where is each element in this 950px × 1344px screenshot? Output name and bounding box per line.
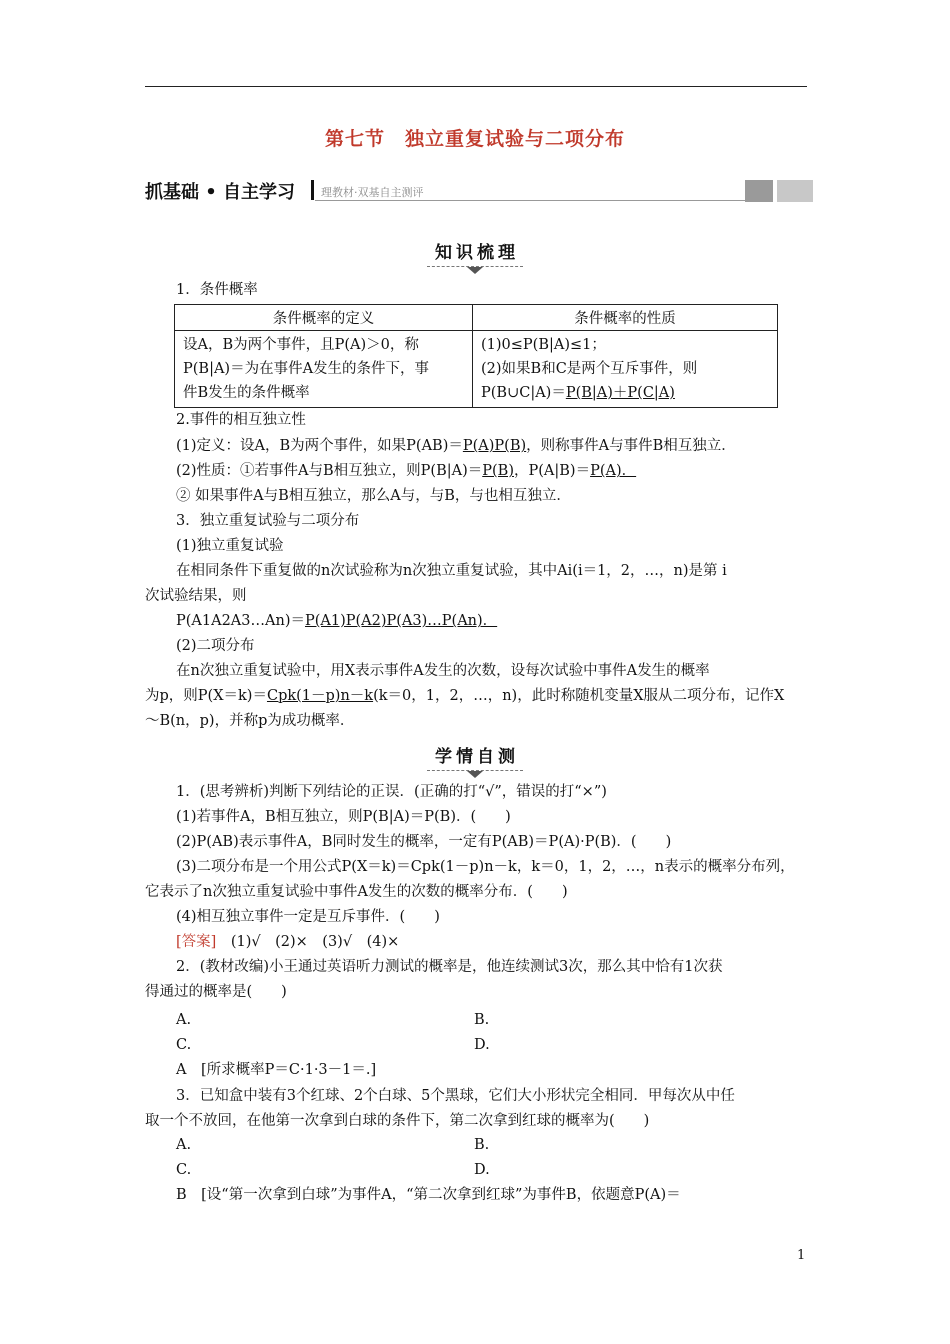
q3-option-a: A. bbox=[176, 1137, 192, 1153]
banner-block-dark bbox=[745, 180, 773, 202]
q3-option-c: C. bbox=[176, 1162, 192, 1178]
independence-property: (2)性质：①若事件A与B相互独立，则P(B|A)＝P(B)，P(A|B)＝P(A)． bbox=[176, 463, 637, 479]
question-3: 3．已知盒中装有3个红球、2个白球、5个黑球，它们大小形状完全相同．甲每次从中任 bbox=[176, 1088, 735, 1104]
question-2: 2．(教材改编)小王通过英语听力测试的概率是，他连续测试3次，那么其中恰有1次获 bbox=[176, 959, 723, 975]
heading-triangle-icon bbox=[467, 771, 483, 778]
question-3-cont: 取一个不放回，在他第一次拿到白球的条件下，第二次拿到红球的概率为( ) bbox=[145, 1113, 650, 1129]
independence-property-2: ② 如果事件A与B相互独立，那么A与，与B，与也相互独立． bbox=[176, 488, 571, 504]
page-title: 第七节 独立重复试验与二项分布 bbox=[324, 128, 625, 150]
item-independence: 2.事件的相互独立性 bbox=[176, 412, 306, 428]
top-rule bbox=[145, 86, 807, 87]
independent-trials-formula: P(A1A2A3…An)＝P(A1)P(A2)P(A3)…P(An)． bbox=[176, 613, 498, 629]
page-number: 1 bbox=[797, 1248, 806, 1263]
section-heading-knowledge: 知识梳理 bbox=[0, 238, 950, 274]
binomial-text-1: 在n次独立重复试验中，用X表示事件A发生的次数，设每次试验中事件A发生的概率 bbox=[176, 663, 710, 679]
answer-1: [答案] (1)√ (2)× (3)√ (4)× bbox=[176, 934, 400, 950]
banner-divider bbox=[311, 180, 314, 200]
q3-option-d: D. bbox=[474, 1162, 490, 1178]
item-binomial: 3．独立重复试验与二项分布 bbox=[176, 513, 360, 529]
table-cell-definition: 设A，B为两个事件，且P(A)＞0，称 P(B|A)＝为在事件A发生的条件下，事 件B发生的条件概率 bbox=[175, 331, 473, 408]
subitem-independent-trials: (1)独立重复试验 bbox=[176, 538, 284, 554]
q3-option-b: B. bbox=[474, 1137, 490, 1153]
banner-block-light bbox=[777, 180, 813, 202]
q2-option-b: B. bbox=[474, 1012, 490, 1028]
answer-label: [答案] bbox=[176, 934, 217, 950]
section-banner bbox=[145, 178, 813, 204]
answer-3: B [设“第一次拿到白球”为事件A，“第二次拿到红球”为事件B，依题意P(A)＝ bbox=[176, 1187, 681, 1203]
question-1: 1．(思考辨析)判断下列结论的正误．(正确的打“√”，错误的打“×”) bbox=[176, 784, 607, 800]
table-header-definition: 条件概率的定义 bbox=[175, 305, 473, 331]
section-heading-selftest: 学情自测 bbox=[0, 742, 950, 778]
item-conditional-probability: 1．条件概率 bbox=[176, 282, 258, 298]
binomial-text-3: ～B(n，p)，并称p为成功概率． bbox=[145, 713, 355, 729]
independent-trials-text-2: 次试验结果，则 bbox=[145, 588, 247, 604]
banner-subtitle: 理教材·双基自主测评 bbox=[321, 186, 424, 199]
question-1-4: (4)相互独立事件一定是互斥事件．( ) bbox=[176, 909, 440, 925]
question-1-2: (2)P(AB)表示事件A，B同时发生的概率，一定有P(AB)＝P(A)·P(B)．( ) bbox=[176, 834, 672, 850]
question-1-1: (1)若事件A，B相互独立，则P(B|A)＝P(B)．( ) bbox=[176, 809, 511, 825]
banner-line bbox=[315, 200, 753, 201]
table-cell-properties: (1)0≤P(B|A)≤1； (2)如果B和C是两个互斥事件，则 P(B∪C|A)＝P(B|A)＋P(C|A) bbox=[473, 331, 778, 408]
heading-triangle-icon bbox=[467, 267, 483, 274]
question-1-3: (3)二项分布是一个用公式P(X＝k)＝Cpk(1－p)n－k，k＝0，1，2，…，n表示的概率分布列， bbox=[176, 859, 795, 875]
binomial-text-2: 为p，则P(X＝k)＝Cpk(1－p)n－k(k＝0，1，2，…，n)，此时称随机变量X服从二项分布，记作X bbox=[145, 688, 785, 704]
independence-definition: (1)定义：设A，B为两个事件，如果P(AB)＝P(A)P(B)，则称事件A与事件B相互独立． bbox=[176, 438, 736, 454]
q2-option-c: C. bbox=[176, 1037, 192, 1053]
conditional-probability-table bbox=[174, 304, 778, 408]
q2-option-a: A. bbox=[176, 1012, 192, 1028]
independent-trials-text-1: 在相同条件下重复做的n次试验称为n次独立重复试验，其中Ai(i＝1，2，…，n)是第 i bbox=[176, 563, 727, 579]
question-1-3-cont: 它表示了n次独立重复试验中事件A发生的次数的概率分布．( ) bbox=[145, 884, 568, 900]
subitem-binomial: (2)二项分布 bbox=[176, 638, 255, 654]
answer-2: A [所求概率P＝C·1·3－1＝.] bbox=[176, 1062, 377, 1078]
banner-title: 抓基础 • 自主学习 bbox=[145, 182, 296, 203]
table-header-properties: 条件概率的性质 bbox=[473, 305, 778, 331]
question-2-cont: 得通过的概率是( ) bbox=[145, 984, 287, 1000]
q2-option-d: D. bbox=[474, 1037, 490, 1053]
